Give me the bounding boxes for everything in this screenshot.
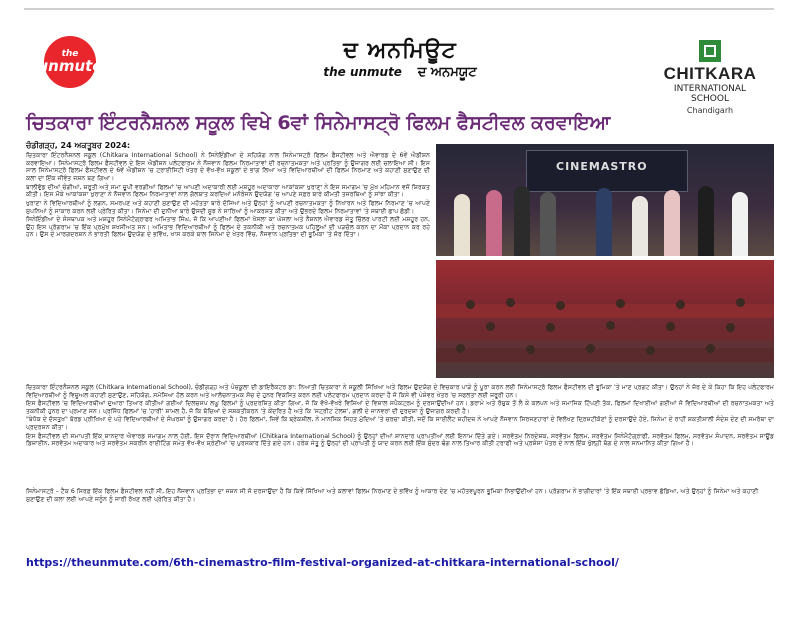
article-body-column <box>26 152 430 240</box>
audience-head <box>646 346 655 355</box>
event-stage-photo <box>436 144 774 256</box>
masthead-punjabi-title: ਦ ਅਨਮਿਊਟ <box>343 38 457 63</box>
article-dateline: ਚੰਡੀਗੜ੍ਹ, 24 ਅਕਤੂਬਰ 2024: <box>26 141 131 150</box>
person-figure <box>486 190 502 256</box>
paragraph-1: ਚਿਤਕਾਰਾ ਇੰਟਰਨੈਸ਼ਨਲ ਸਕੂਲ (Chitkara International School) ਨੇ ਸਿਨੇਇੰਡੀਆ ਦੇ ਸਹਿਯੋਗ ਨਾਲ ਸਿਨੇਮਾਸਟ੍ਰੋ ਫਿਲਮ ਫੈਸਟੀਵਲ ਅਤੇ ਐਵਾਰਡ ਦੇ 6ਵੇਂ ਐਡੀਸ਼ਨ ਕਰਵਾਇਆ। ਸਿਨੇਮਾਸਟ੍ਰੋ ਫਿਲਮ ਫੈਸਟੀਵਲ ਦੇ ਇਸ ਐਡੀਸ਼ਨ ਪਲੇਟਫਾਰਮ ਨੇ ਨੌਜਵਾਨ ਫਿਲਮ ਨਿਰਮਾਤਾਵਾਂ ਦੀ ਰਚਨਾਤਮਕਤਾ ਅਤੇ ਪ੍ਰਤਿਭਾ ਨੂੰ ਉਜਾਗਰ ਲਈ ਚਲਾਇਆ ਸੀ। ਇਸ ਸਾਲ ਸਿਨੇਮਾਸਟ੍ਰੋ ਫਿਲਮ ਫੈਸਟੀਵਲ ਦੇ 6ਵੇਂ ਐਡੀਸ਼ਨ 'ਚ ਟ੍ਰਾਈਸਿਟੀ ਖੇਤਰ ਦੇ ਵੱਖ-ਵੱਖ ਸਕੂਲਾਂ ਦੇ ਭਾਗ ਲਿਆ ਅਤੇ ਵਿਦਿਆਰਥੀਆਂ ਦੀ ਫਿਲਮ ਨਿਰਮਾਣ ਅਤੇ ਕਹਾਣੀ ਸੁਣਾਉਣ ਦੀ ਕਲਾ ਦਾ ਇੱਕ ਜੀਵੰਤ ਜਸ਼ਨ ਬਣ ਗਿਆ। <box>26 152 430 183</box>
audience-head <box>666 322 675 331</box>
person-figure <box>454 194 470 256</box>
seat-row <box>436 348 774 362</box>
person-figure <box>632 196 648 256</box>
school-city: Chandigarh <box>686 106 734 115</box>
article-body-full-width <box>26 384 774 449</box>
logo-unmute-text: unmute <box>37 57 103 75</box>
audience-head <box>606 321 615 330</box>
audience-head <box>616 299 625 308</box>
audience-head <box>526 345 535 354</box>
paragraph-8: ਇਸ ਫੈਸਟੀਵਲ ਦੀ ਸਮਾਪਤੀ ਇੱਕ ਸ਼ਾਨਦਾਰ ਐਵਾਰਡ ਸਮਾਗਮ ਨਾਲ ਹੋਈ, ਇਸ ਦੌਰਾਨ ਵਿਦਿਆਰਥੀਆਂ (Chitkara International School) ਨੂੰ ਉਨ੍ਹਾਂ ਦੀਆਂ ਸ਼ਾਨਦਾਰ ਪ੍ਰਾਪਤੀਆਂ ਲਈ ਇਨਾਮ ਦਿੱਤੇ ਗਏ। ਸਰਵੋਤਮ ਨਿਰਦੇਸ਼ਕ, ਸਰਵੋਤਮ ਫਿਲਮ, ਸਰਵੋਤਮ ਸਿਨੇਮੈਟੋਗ੍ਰਾਫੀ, ਸਰਵੋਤਮ ਫਿਲਮ, ਸਰਵੋਤਮ ਸੰਪਾਦਨ, ਸਰਵੋਤਮ ਸਾਊਂਡ ਡਿਜ਼ਾਈਨ, ਸਰਵੋਤਮ ਅਦਾਕਾਰ ਅਤੇ ਸਰਵੋਤਮ ਸਕਰੀਨ ਰਾਈਟਿੰਗ ਸਮੇਤ ਵੱਖ-ਵੱਖ ਸ਼੍ਰੇਣੀਆਂ 'ਚ ਪੁਰਸਕਾਰ ਦਿੱਤੇ ਗਏ ਹਨ। ਹਰੇਕ ਜੇਤੂ ਨੂੰ ਉਨ੍ਹਾਂ ਦੀ ਪ੍ਰਾਪਤੀ ਨੂੰ ਯਾਦ ਕਰਨ ਲਈ ਇੱਕ ਸੁੰਦਰ ਢੰਗ ਨਾਲ ਤਿਆਰ ਕੀਤੀ ਟਰਾਫੀ ਅਤੇ ਪ੍ਰਸ਼ੰਸਾ ਪੱਤਰ ਦੇ ਨਾਲ ਇੱਕ ਖੁੱਲ੍ਹੀ ਥੱਗ ਦੇ ਨਾਲ ਸਨਮਾਨਿਤ ਕੀਤਾ ਗਿਆ ਹੈ। <box>26 432 774 448</box>
audience-head <box>506 298 515 307</box>
audience-head <box>736 298 745 307</box>
school-line1: INTERNATIONAL <box>673 84 747 94</box>
person-figure <box>514 186 530 256</box>
person-figure <box>698 186 714 256</box>
person-figure <box>732 192 748 256</box>
audience-head <box>706 344 715 353</box>
audience-head <box>486 322 495 331</box>
school-line2: SCHOOL <box>691 94 729 104</box>
paragraph-3: ਖੁਰਾਣਾ ਨੇ ਵਿਦਿਆਰਥੀਆਂ ਨੂੰ ਲਗਨ, ਸਮਰਪਣ ਅਤੇ ਕਹਾਣੀ ਸੁਣਾਉਣ ਦੀ ਮਹੱਤਤਾ ਬਾਰੇ ਦੱਸਿਆ ਅਤੇ ਉਨ੍ਹਾਂ ਨੂੰ ਆਪਣੀ ਰਚਨਾਤਮਕਤਾ ਨੂੰ ਨਿਖਾਰਨ ਅਤੇ ਫਿਲਮ ਨਿਰਮਾਣ 'ਚ ਆਪਣੇ ਸੁਪਨਿਆਂ ਨੂੰ ਸਾਕਾਰ ਕਰਨ ਲਈ ਪ੍ਰੇਰਿਤ ਕੀਤਾ। ਸਿਨੇਮਾ ਦੀ ਦੁਨੀਆ ਬਾਰੇ ਉਸਦੀ ਸੂਝ ਨੇ ਸਾਰਿਆਂ ਨੂੰ ਆਕਰਸ਼ਤ ਕੀਤਾ ਅਤੇ ਉਭਰਦੇ ਫਿਲਮ ਨਿਰਮਾਤਾਵਾਂ 'ਤੇ ਸਥਾਈ ਛਾਪ ਛੱਡੀ। <box>26 199 430 215</box>
audience-head <box>676 300 685 309</box>
audience-head <box>586 344 595 353</box>
chitkara-school-logo <box>660 40 760 115</box>
masthead-english-sub: the unmute <box>323 65 402 79</box>
masthead-subtitle <box>230 65 570 80</box>
paragraph-4: ਸਿਨੇਇੰਡੀਆ ਦੇ ਸੰਸਥਾਪਕ ਅਤੇ ਮਸ਼ਹੂਰ ਸਿਨੇਮੈਟੋਗ੍ਰਾਫਰ ਅਮਿਤਾਭ ਸਿੰਘ, ਜੋ ਕਿ ਆਪਣੀਆਂ ਫਿਲਮਾਂ ਖੋਸਲਾ ਕਾ ਘੋਸਲਾ ਅਤੇ ਨੈਸ਼ਨਲ ਐਵਾਰਡ ਜੇਤੂ ਚਿੱਲਰ ਪਾਰਟੀ ਲਈ ਮਸ਼ਹੂਰ ਹਨ, ਉਹ ਇਸ ਪ੍ਰੋਗਰਾਮ 'ਚ ਇੱਕ ਪ੍ਰਮੁੱਖ ਸ਼ਖਸੀਅਤ ਸਨ। ਅਮਿਤਾਭ ਵਿਦਿਆਰਥੀਆਂ ਨੂੰ ਫਿਲਮ ਦੇ ਤਕਨੀਕੀ ਅਤੇ ਰਚਨਾਤਮਕ ਪਹਿਲੂਆਂ ਦੀ ਪੜਚੋਲ ਕਰਨ ਦਾ ਮੌਕਾ ਪ੍ਰਦਾਨ ਕਰ ਰਹੇ ਹਨ। ਉਸ ਦੇ ਮਾਰਗਦਰਸ਼ਨ ਨੇ ਭਾਰਤੀ ਫਿਲਮ ਉਦਯੋਗ ਦੇ ਭਵਿੱਖ, ਖਾਸ ਕਰਕੇ ਬਾਲ ਸਿਨੇਮਾ ਦੇ ਖੇਤਰ ਵਿੱਚ, ਨੌਜਵਾਨ ਪ੍ਰਤਿਭਾ ਦੀ ਭੂਮਿਕਾ 'ਤੇ ਜ਼ੋਰ ਦਿੱਤਾ। <box>26 216 430 239</box>
masthead <box>230 38 570 80</box>
audience-head <box>456 344 465 353</box>
school-name: CHITKARA <box>663 64 757 83</box>
seat-row <box>436 304 774 318</box>
source-link[interactable]: https://theunmute.com/6th-cinemastro-film-festival-organized-at-chitkara-international-school/ <box>26 556 619 569</box>
audience-head <box>726 323 735 332</box>
audience-head <box>546 323 555 332</box>
audience-head <box>466 300 475 309</box>
article-headline: ਚਿਤਕਾਰਾ ਇੰਟਰਨੈਸ਼ਨਲ ਸਕੂਲ ਵਿਖੇ 6ਵਾਂ ਸਿਨੇਮਾਸਟ੍ਰੋ ਫਿਲਮ ਫੈਸਟੀਵਲ ਕਰਵਾਇਆ <box>26 112 611 134</box>
paragraph-6: ਇਸ ਫੈਸਟੀਵਲ 'ਚ ਵਿਦਿਆਰਥੀਆਂ ਦੁਆਰਾ ਤਿਆਰ ਕੀਤੀਆਂ ਗਈਆਂ ਦਿਲਚਸਪ ਲਘੂ ਫਿਲਮਾਂ ਨੂੰ ਪ੍ਰਦਰਸ਼ਿਤ ਕੀਤਾ ਗਿਆ, ਜੋ ਕਿ ਵੱਖੋ-ਵੱਖਰੇ ਵਿਸ਼ਿਆਂ ਦੇ ਵਿਸ਼ਾਲ ਸਪੈਕਟ੍ਰਮ ਨੂੰ ਦਰਸਾਉਂਦੀਆਂ ਹਨ। ਡਰਾਮੇ ਅਤੇ ਰੋਚੁਕ ਤੋਂ ਲੈ ਕੇ ਕਲਪਨ ਅਤੇ ਸਮਾਜਿਕ ਟਿੱਪਣੀ ਤੱਕ, ਫਿਲਮਾਂ ਦਿਖਾਈਆਂ ਗਈਆਂ ਜੋ ਵਿਦਿਆਰਥੀਆਂ ਦੀ ਰਚਨਾਤਮਕਤਾ ਅਤੇ ਤਕਨੀਕੀ ਹੁਨਰ ਦਾ ਪ੍ਰਮਾਣ ਸਨ। ਪ੍ਰਸਿੱਧ ਫਿਲਮਾਂ 'ਚ 'ਹਾਰੀ' ਸ਼ਾਮਲ ਹੈ, ਜੋ ਕਿ ਬੱਚਿਆਂ ਦੇ ਸਸ਼ਕਤੀਕਰਨ 'ਤੇ ਕੇਂਦਰਿਤ ਹੈ ਅਤੇ ਕਿ 'ਸਟ੍ਰੀਟ ਟੇਲਜ਼', ਗਲੀ ਦੇ ਜਾਨਵਰਾਂ ਦੀ ਦੁਰਦਸ਼ਾ ਨੂੰ ਉਜਾਗਰ ਕਰਦੀ ਹੈ। <box>26 400 774 415</box>
top-divider <box>24 8 774 10</box>
audience-photo <box>436 260 774 378</box>
masthead-punjabi-sub: ਦ ਅਨਮਯੂਟ <box>417 65 477 80</box>
stage-banner-text: CINEMASTRO <box>556 160 648 173</box>
person-figure <box>596 188 612 256</box>
paragraph-2: ਬਾਲੀਵੁੱਡ ਦੀਆਂ ਚੰਗੀਆਂ, ਸ਼ਰੂਤੀ ਅਤੇ ਸਮਾ ਚੂਪੀ ਵਰਗੀਆਂ ਫਿਲਮਾਂ 'ਚ ਆਪਣੀ ਅਦਾਕਾਰੀ ਲਈ ਮਸ਼ਹੂਰ ਅਦਾਕਾਰਾ ਆਕਾਂਕਸ਼ਾ ਖੁਰਾਣਾ ਨੇ ਇਸ ਸਮਾਗਮ 'ਚ ਮੁੱਖ ਮਹਿਮਾਨ ਵਜੋਂ ਸ਼ਿਰਕਤ ਕੀਤੀ। ਇਸ ਮੌਕੇ ਆਕਾਂਕਸ਼ਾ ਖੁਰਾਣਾ ਨੇ ਨੌਜਵਾਨ ਫਿਲਮ ਨਿਰਮਾਤਾਵਾਂ ਨਾਲ ਗੱਲਬਾਤ ਕਰਦਿਆਂ ਮਨੋਰੰਜਨ ਉਦਯੋਗ 'ਚ ਆਪਣੇ ਸਫ਼ਰ ਬਾਰੇ ਕੀਮਤੀ ਤਜਰਬਿਆਂ ਨੂੰ ਸਾਂਝਾ ਕੀਤਾ। <box>26 183 430 199</box>
person-figure <box>540 192 556 256</box>
audience-head <box>556 301 565 310</box>
paragraph-5: ਚਿਤਕਾਰਾ ਇੰਟਰਨੈਸ਼ਨਲ ਸਕੂਲ (Chitkara International School), ਚੰਡੀਗੜ੍ਹ ਅਤੇ ਪੰਚਕੂਲਾ ਦੀ ਡਾਇਰੈਕਟਰ ਡਾ: ਨਿਆਤੀ ਚਿਤਕਾਰਾ ਨੇ ਸਕੂਲੀ ਸਿੱਖਿਆ ਅਤੇ ਫਿਲਮ ਉਦਯੋਗ ਦੇ ਵਿਚਕਾਰ ਪਾੜੇ ਨੂੰ ਪੂਰਾ ਕਰਨ ਲਈ ਸਿਨੇਮਾਸਟ੍ਰੋ ਫਿਲਮ ਫੈਸਟੀਵਲ ਦੀ ਭੂਮਿਕਾ 'ਤੇ ਮਾਣ ਪ੍ਰਗਟ ਕੀਤਾ। ਉਨ੍ਹਾਂ ਨੇ ਜ਼ੋਰ ਦੇ ਕੇ ਕਿਹਾ ਕਿ ਇਹ ਪਲੇਟਫਾਰਮ ਵਿਦਿਆਰਥੀਆਂ ਨੂੰ ਵਿਜ਼ੂਅਲ ਕਹਾਣੀ ਸੁਣਾਉਣ, ਸਹਿਯੋਗ, ਸਮੱਸਿਆ ਹੱਲ ਕਰਨ ਅਤੇ ਆਲੋਚਨਾਤਮਕ ਸੋਚ ਦੇ ਹੁਨਰ ਵਿਕਸਿਤ ਕਰਨ ਲਈ ਪਲੇਟਫਾਰਮ ਪ੍ਰਦਾਨ ਕਰਦਾ ਹੈ ਜੋ ਕਿਸੇ ਵੀ ਪੇਸ਼ੇਵਰ ਖੇਤਰ 'ਚ ਸਫਲਤਾ ਲਈ ਜ਼ਰੂਰੀ ਹਨ। <box>26 384 774 399</box>
paragraph-7: "ਬੇਧੱਕ ਦੇ ਦੋਸਤੁਖ" ਬੋਰਡ ਪ੍ਰੀਖਿਆ ਦੇ ਪਹੇ ਵਿਦਿਆਰਥੀਆਂ ਦੇ ਸੰਘਰਸ਼ਾਂ ਨੂੰ ਉਜਾਗਰ ਕਰਦਾ ਹੈ। ਹੋਰ ਫਿਲਮਾਂ, ਜਿਵੇਂ ਕਿ ਬ੍ਰੇਕਸ਼ੀਲ, ਨੇ ਮਾਨਸਿਕ ਸਿਹਤ ਮੁੱਦਿਆਂ 'ਤੇ ਚਰਚਾ ਕੀਤੀ, ਜਦੋਂ ਕਿ ਸਾਈਲੈਂਟ ਸ਼ਹੀਦਜ਼ ਨੇ ਆਪਣੇ ਨੌਜਵਾਨ ਸਿਰਜਣਹਾਰਾਂ ਦੇ ਵਿਲੱਖਣ ਦ੍ਰਿਸ਼ਟੀਕੋਣਾਂ ਨੂੰ ਦਰਸਾਉਂਦੇ ਹੋਏ, ਸਿਨੇਮਾ ਦੇ ਰਾਹੀਂ ਸ਼ਕਤੀਸ਼ਾਲੀ ਸੰਦੇਸ਼ ਦੇਣ ਦੀ ਸਮਰੱਥਾ ਦਾ ਪ੍ਰਦਰਸ਼ਨ ਕੀਤਾ। <box>26 416 774 432</box>
the-unmute-logo <box>37 36 103 88</box>
school-mark-icon <box>699 40 721 62</box>
person-figure <box>664 190 680 256</box>
article-closing-paragraph: ਸਿਨੇਮਾਸਟ੍ਰੋ – ਟੈਕ 6 ਸਿਰਫ਼ ਇੱਕ ਫਿਲਮ ਫੈਸਟੀਵਲ ਨਹੀਂ ਸੀ, ਇਹ ਨੌਜਵਾਨ ਪ੍ਰਤਿਭਾ ਦਾ ਜਸ਼ਨ ਸੀ ਜੋ ਦਰਸਾਉਂਦਾ ਹੈ ਕਿ ਕਿਵੇਂ ਸਿੱਖਿਆ ਅਤੇ ਕਲਾਵਾਂ ਫਿਲਮ ਨਿਰਮਾਣ ਦੇ ਭਵਿੱਖ ਨੂੰ ਆਕਾਰ ਦੇਣ 'ਚ ਮਹੱਤਵਪੂਰਨ ਭੂਮਿਕਾ ਨਿਭਾਉਂਦੀਆਂ ਹਨ। ਪ੍ਰੋਗਰਾਮ ਨੇ ਭਾਗੀਦਾਰਾਂ 'ਤੇ ਇੱਕ ਸਥਾਈ ਪ੍ਰਭਾਵ ਛੱਡਿਆ, ਅਤੇ ਉਨ੍ਹਾਂ ਨੂੰ ਸਿਨੇਮਾ ਅਤੇ ਕਹਾਣੀ ਸੁਣਾਉਣ ਦੀ ਕਲਾ ਲਈ ਆਪਣੇ ਜਨੂੰਨ ਨੂੰ ਜਾਰੀ ਰੱਖਣ ਲਈ ਪ੍ਰੇਰਿਤ ਕੀਤਾ ਹੈ। <box>26 488 759 503</box>
logo-the-text: the <box>61 49 79 59</box>
